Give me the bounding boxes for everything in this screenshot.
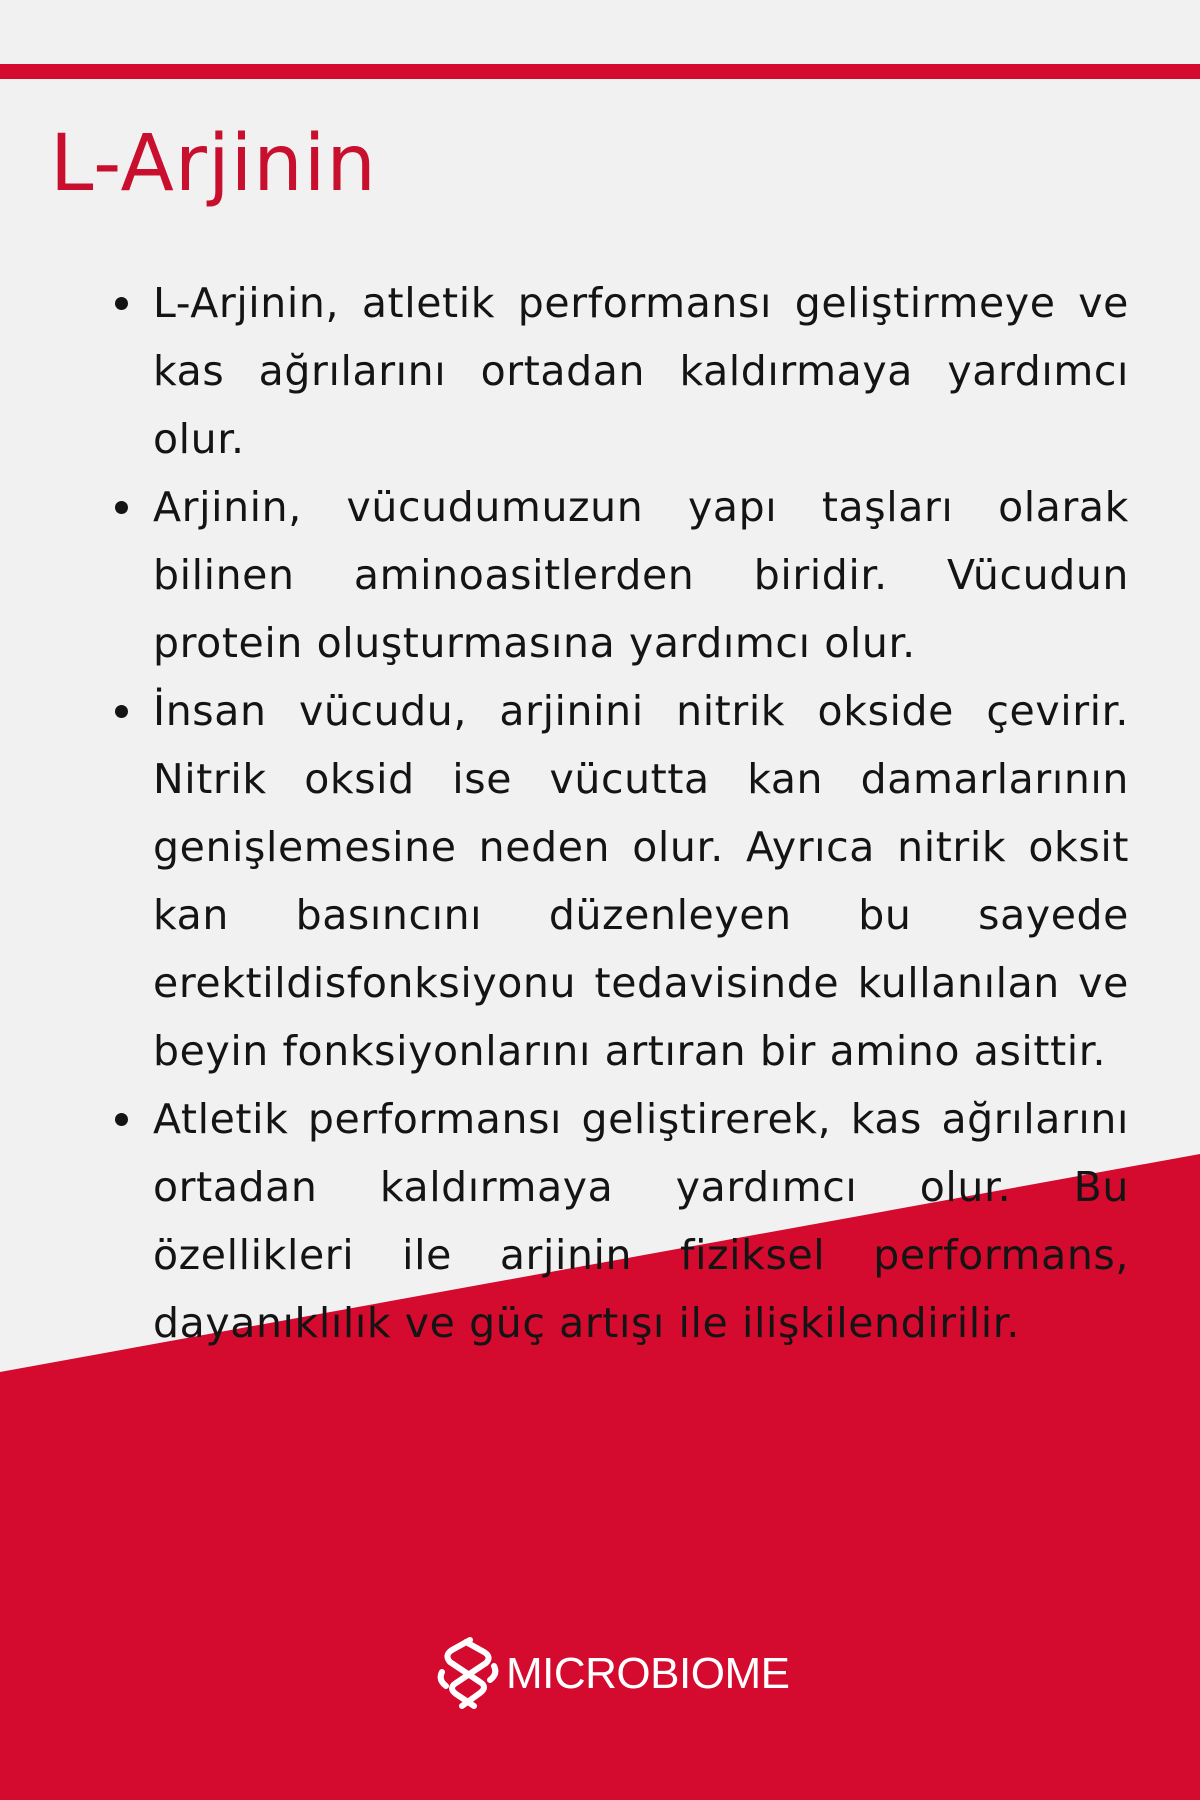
bullet-item [153, 269, 1129, 473]
bullet-item [153, 1085, 1129, 1357]
bullet-text: L-Arjinin, atletik performansı geliştirmeye ve kas ağrılarını ortadan kaldırmaya yardımcı olur. [153, 279, 1129, 463]
bullet-dot [115, 297, 128, 310]
brand-name: MICROBIOME [506, 1649, 790, 1698]
bullet-list [153, 269, 1129, 1357]
bullet-dot [115, 705, 128, 718]
bullet-dot [115, 1113, 128, 1126]
bullet-item [153, 473, 1129, 677]
bullet-dot [115, 501, 128, 514]
bullet-item [153, 677, 1129, 1085]
brand-logo [436, 1636, 789, 1712]
bullet-text: Atletik performansı geliştirerek, kas ağrılarını ortadan kaldırmaya yardımcı olur. Bu özellikleri ile arjinin fiziksel performans, dayanıklılık ve güç artışı ile ilişkilendirilir. [153, 1095, 1129, 1347]
top-accent-rule [0, 64, 1200, 79]
bullet-text: İnsan vücudu, arjinini nitrik okside çevirir. Nitrik oksid ise vücutta kan damarlarının genişlemesine neden olur. Ayrıca nitrik oksit kan basıncını düzenleyen bu sayede erektildisfonksiyonu tedavisinde kullanılan ve beyin fonksiyonlarını artıran bir amino asittir. [153, 687, 1129, 1075]
page-title: L-Arjinin [50, 119, 377, 209]
dna-helix-icon [436, 1636, 500, 1712]
bullet-text: Arjinin, vücudumuzun yapı taşları olarak bilinen aminoasitlerden biridir. Vücudun protein oluşturmasına yardımcı olur. [153, 483, 1129, 667]
